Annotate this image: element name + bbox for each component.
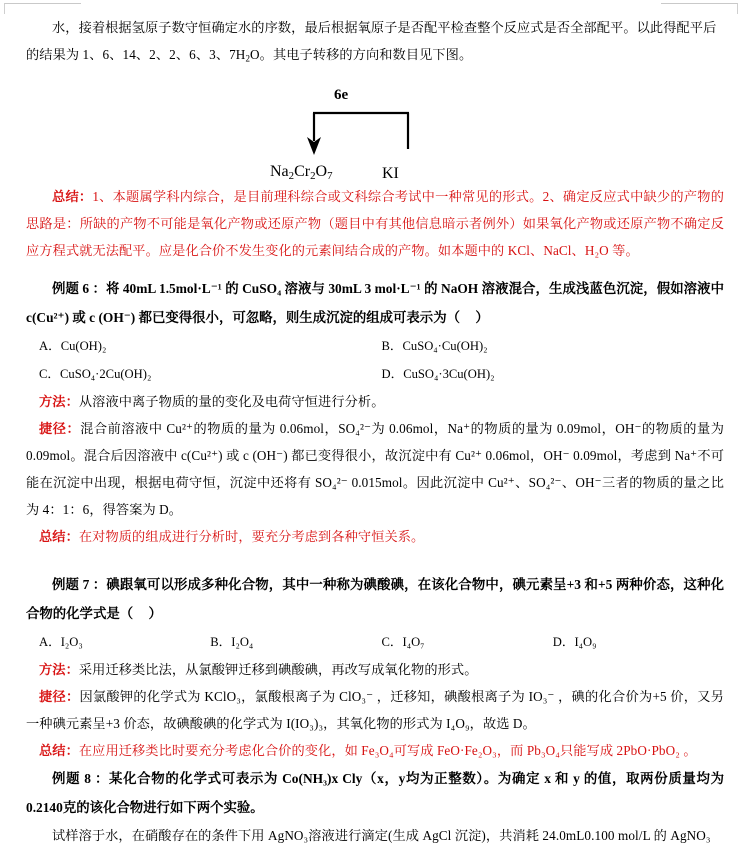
example-7-choice-d[interactable]: D．I₄O₉ <box>552 634 597 649</box>
species-right-label: KI <box>382 164 399 182</box>
example-7-shortcut-text: 因氯酸钾的化学式为 KClO₃，氯酸根离子为 ClO₃⁻ ，迁移知，碘酸根离子为 IO₃⁻ ，碘的化合价为+5 价，又另一种碘元素呈+3 价态，故碘酸碘的化学式为 I(IO₃)₃，其氧化物的形式为 I₄O₉，故选 D。 <box>26 688 724 731</box>
example-6-shortcut-label: 捷径： <box>39 420 81 436</box>
example-7-choices-row <box>26 628 724 656</box>
summary-1-text: 1、本题属学科内综合，是目前理科综合或文科综合考试中一种常见的形式。2、确定反应式中缺少的产物的思路是：所缺的产物不可能是氧化产物或还原产物（题目中有其他信息暗示者例外）如果氧化产物或还原产物不确定反应方程式就无法配平。应是化合价不发生变化的元素间结合成的产物。如本题中的 KCl、NaCl、H₂O 等。 <box>26 188 725 258</box>
example-6-summary <box>26 523 724 550</box>
example-6-method-text: 从溶液中离子物质的量的变化及电荷守恒进行分析。 <box>78 393 385 409</box>
example-6-method <box>26 388 724 415</box>
example-6-choice-d[interactable]: D．CuSO₄·3Cu(OH)₂ <box>381 366 495 381</box>
example-8-experiment-line: 试样溶于水，在硝酸存在的条件下用 AgNO₃溶液进行滴定(生成 AgCl 沉淀)，共消耗 24.0mL0.100 mol/L 的 AgNO₃ <box>52 827 711 843</box>
example-6-shortcut-text: 混合前溶液中 Cu²⁺的物质的量为 0.06mol，SO₄²⁻为 0.06mol，Na⁺的物质的量为 0.09mol，OH⁻的物质的量为 0.09mol。混合后因溶液中 c(Cu²⁺) 或 c (OH⁻) 都已变得很小，故沉淀中有 Cu²⁺ 0.06mol，OH⁻ 0.09mol，考虑到 Na⁺不可能在沉淀中出现，根据电荷守恒，沉淀中还将有 SO₄²⁻ 0.015mol。因此沉淀中 Cu²⁺、SO₄²⁻、OH⁻三者的物质的量之比为 4：1：6，得答案为 D。 <box>26 420 724 517</box>
crop-mark-top-left <box>4 3 81 14</box>
summary-1-label: 总结： <box>52 188 93 204</box>
example-6-summary-label: 总结： <box>39 528 79 544</box>
example-7-summary-text: 在应用迁移类比时要充分考虑化合价的变化，如 Fe₃O₄可写成 FeO·Fe₂O₃，而 Pb₃O₄只能写成 2PbO·PbO₂ 。 <box>78 742 697 758</box>
example-7-choice-a[interactable]: A．I₂O₃ <box>39 634 83 649</box>
example-7-method <box>26 656 724 683</box>
electron-transfer-diagram <box>266 87 456 183</box>
example-7-body: 碘跟氧可以形成多种化合物，其中一种称为碘酸碘，在该化合物中，碘元素呈+3 和+5 两种价态，这种化合物的化学式是 <box>26 576 725 621</box>
text-column <box>26 14 724 849</box>
example-6-lead: 例题 6 ： <box>52 280 106 296</box>
electron-count-label: 6e <box>334 86 349 103</box>
intro-line1-text: 水，接着根据氢原子数守恒确定水的序数，最后根据氧原子是否配平检查整个反应式是否全部配平。以此得配平后 <box>52 20 717 35</box>
example-7-stem <box>26 570 724 628</box>
example-6-method-label: 方法： <box>39 393 79 409</box>
example-7-choice-c[interactable]: C．I₄O₇ <box>381 634 425 649</box>
example-8-lead: 例题 8 ： <box>52 770 110 786</box>
example-6-summary-text: 在对物质的组成进行分析时，要充分考虑到各种守恒关系。 <box>78 528 425 544</box>
example-6-stem <box>26 274 724 332</box>
example-6-shortcut <box>26 415 724 523</box>
intro-paragraph-line1 <box>26 14 724 41</box>
example-6-answer-blank: （ ） <box>446 309 495 325</box>
example-7-summary <box>26 737 724 764</box>
example-8-stem <box>26 764 724 822</box>
example-7-answer-blank: （ ） <box>119 605 168 621</box>
example-7-shortcut <box>26 683 724 737</box>
example-6-choices-row-1 <box>26 332 724 360</box>
example-6-choices-row-2 <box>26 360 724 388</box>
intro-paragraph-line2 <box>26 41 724 73</box>
example-8-experiment-text <box>26 822 724 849</box>
example-6-choice-a[interactable]: A．Cu(OH)₂ <box>39 338 107 353</box>
example-6-body: 将 40mL 1.5mol·L⁻¹ 的 CuSO₄ 溶液与 30mL 3 mol·L⁻¹ 的 NaOH 溶液混合，生成浅蓝色沉淀，假如溶液中 c(Cu²⁺) 或 c (OH⁻) 都已变得很小，可忽略，则生成沉淀的组成可表示为 <box>26 280 724 325</box>
example-7-method-text: 采用迁移类比法，从氯酸钾迁移到碘酸碘，再改写成氧化物的形式。 <box>78 661 478 677</box>
intro-line2-subscript: 2 <box>245 53 251 64</box>
spacer <box>26 264 724 274</box>
species-left-label: $Na_2Cr_2O_7$ <box>270 163 333 183</box>
crop-mark-top-right <box>661 3 738 14</box>
example-7-summary-label: 总结： <box>39 742 79 758</box>
example-6-choice-c[interactable]: C．CuSO₄·2Cu(OH)₂ <box>39 366 152 381</box>
spacer <box>26 550 724 570</box>
example-7-choice-b[interactable]: B．I₂O₄ <box>210 634 254 649</box>
intro-line2-b: O。其电子转移的方向和数目见下图。 <box>250 47 473 62</box>
diagram-container <box>26 87 724 183</box>
example-6-choice-b[interactable]: B．CuSO₄·Cu(OH)₂ <box>381 338 488 353</box>
summary-block-1 <box>26 183 724 264</box>
intro-line2-a: 的结果为 1、6、14、2、2、6、3、7H <box>26 47 246 62</box>
example-7-lead: 例题 7 ： <box>52 576 107 592</box>
example-7-method-label: 方法： <box>39 661 79 677</box>
example-7-shortcut-label: 捷径： <box>39 688 80 704</box>
example-8-body: 某化合物的化学式可表示为 Co(NH₃)x Cly（x，y均为正整数）。为确定 x 和 y 的值，取两份质量均为 0.2140克的该化合物进行如下两个实验。 <box>26 770 724 815</box>
